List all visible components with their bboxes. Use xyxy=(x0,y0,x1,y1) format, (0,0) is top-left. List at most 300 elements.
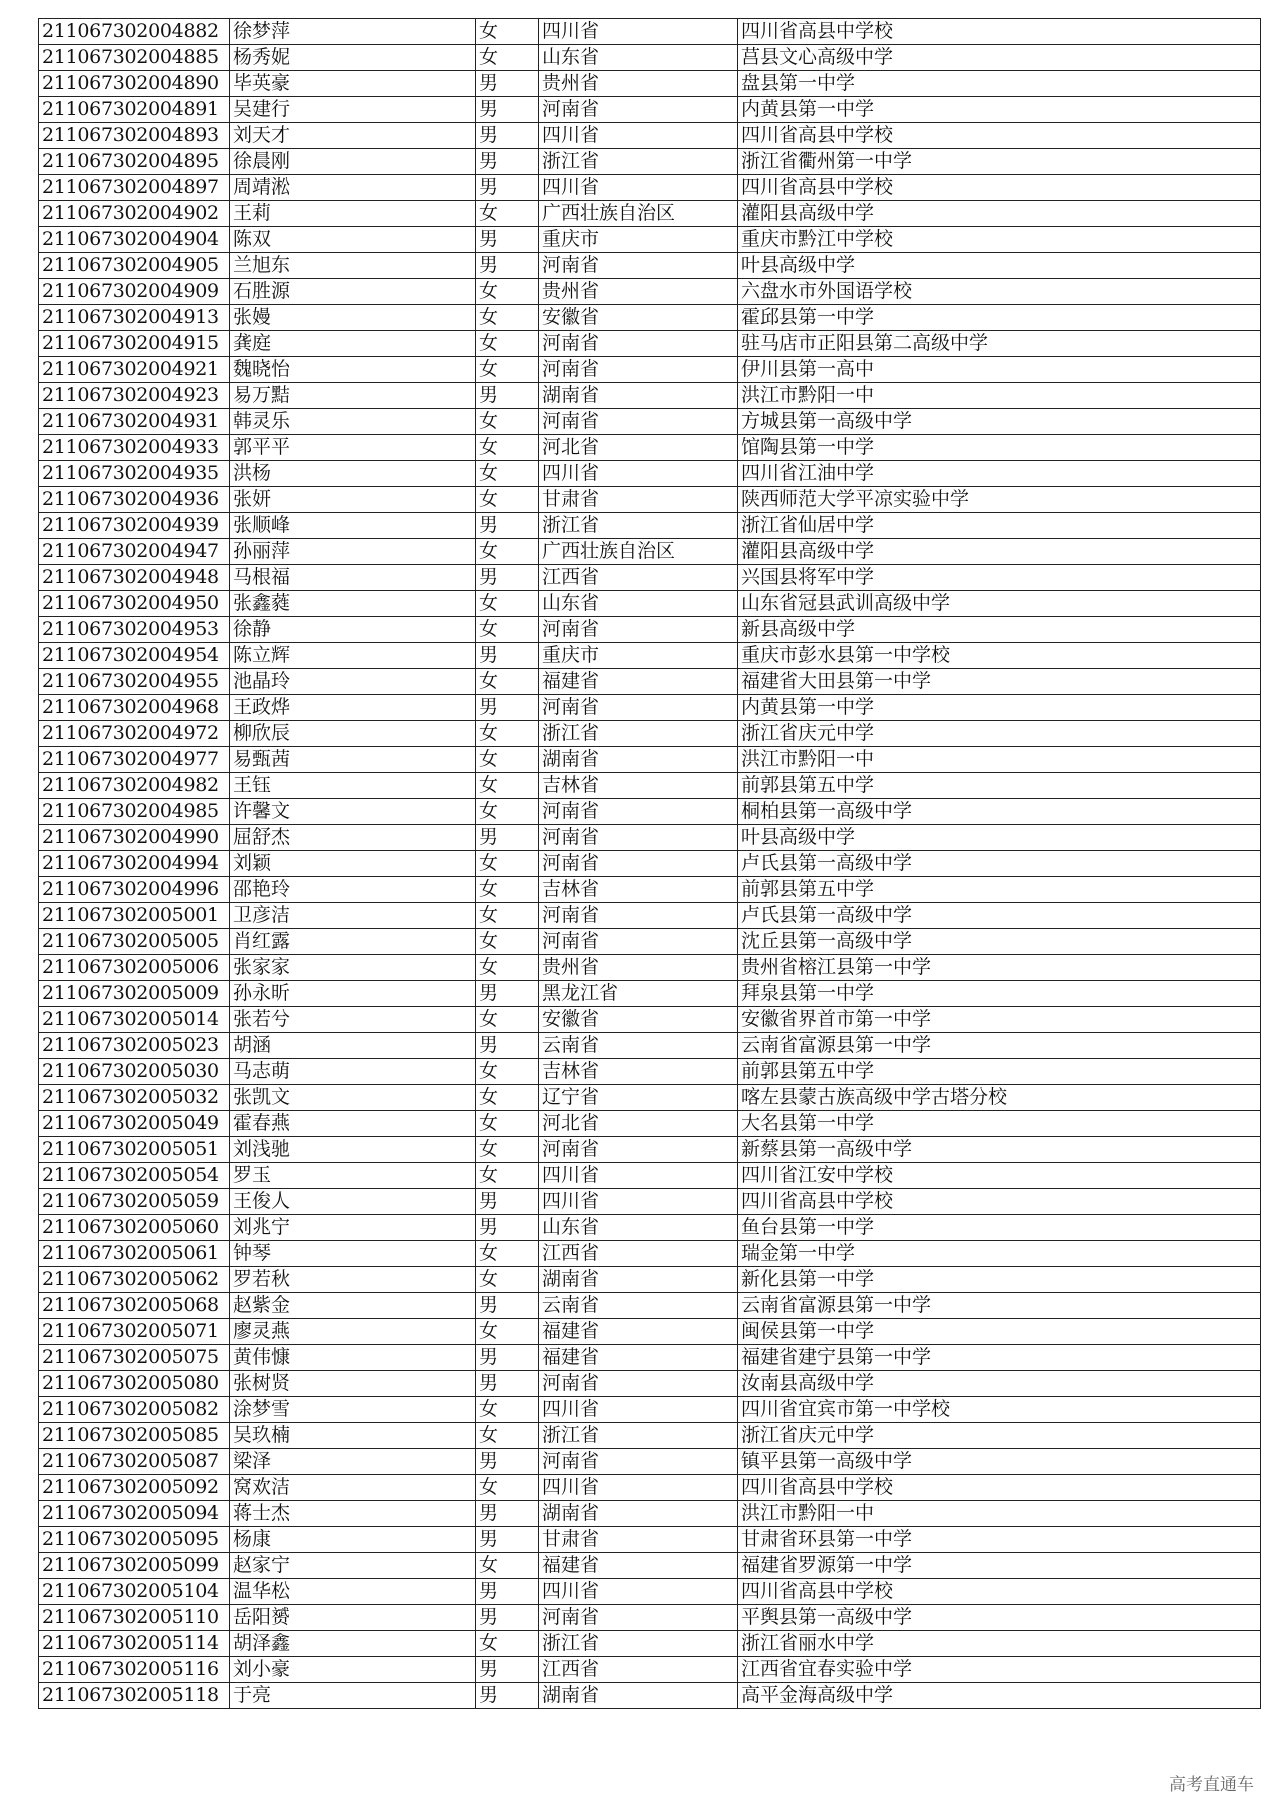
school-cell: 瑞金第一中学 xyxy=(738,1241,1261,1267)
table-row xyxy=(39,71,1261,97)
student-id-cell: 211067302005092 xyxy=(39,1475,230,1501)
gender-cell: 男 xyxy=(476,1449,539,1475)
student-name-cell: 胡泽鑫 xyxy=(230,1631,476,1657)
province-cell: 河南省 xyxy=(539,253,738,279)
student-id-cell: 211067302004893 xyxy=(39,123,230,149)
school-cell: 四川省高县中学校 xyxy=(738,1475,1261,1501)
province-cell: 四川省 xyxy=(539,1189,738,1215)
gender-cell: 女 xyxy=(476,201,539,227)
province-cell: 湖南省 xyxy=(539,1683,738,1709)
school-cell: 四川省高县中学校 xyxy=(738,175,1261,201)
school-cell: 福建省建宁县第一中学 xyxy=(738,1345,1261,1371)
table-row xyxy=(39,799,1261,825)
student-id-cell: 211067302004885 xyxy=(39,45,230,71)
student-name-cell: 岳阳赟 xyxy=(230,1605,476,1631)
student-name-cell: 屈舒杰 xyxy=(230,825,476,851)
table-row xyxy=(39,1423,1261,1449)
province-cell: 云南省 xyxy=(539,1293,738,1319)
gender-cell: 男 xyxy=(476,227,539,253)
table-row xyxy=(39,1189,1261,1215)
student-id-cell: 211067302004985 xyxy=(39,799,230,825)
gender-cell: 男 xyxy=(476,1033,539,1059)
school-cell: 四川省高县中学校 xyxy=(738,123,1261,149)
student-id-cell: 211067302004968 xyxy=(39,695,230,721)
gender-cell: 男 xyxy=(476,149,539,175)
school-cell: 灌阳县高级中学 xyxy=(738,539,1261,565)
table-row xyxy=(39,591,1261,617)
student-name-cell: 王俊人 xyxy=(230,1189,476,1215)
province-cell: 山东省 xyxy=(539,45,738,71)
gender-cell: 男 xyxy=(476,695,539,721)
school-cell: 馆陶县第一中学 xyxy=(738,435,1261,461)
gender-cell: 男 xyxy=(476,253,539,279)
province-cell: 河南省 xyxy=(539,695,738,721)
student-name-cell: 易甄茜 xyxy=(230,747,476,773)
province-cell: 浙江省 xyxy=(539,513,738,539)
student-name-cell: 卫彦洁 xyxy=(230,903,476,929)
student-id-cell: 211067302004904 xyxy=(39,227,230,253)
province-cell: 湖南省 xyxy=(539,1267,738,1293)
table-row xyxy=(39,305,1261,331)
student-name-cell: 邵艳玲 xyxy=(230,877,476,903)
student-id-cell: 211067302004990 xyxy=(39,825,230,851)
school-cell: 浙江省庆元中学 xyxy=(738,721,1261,747)
province-cell: 河南省 xyxy=(539,825,738,851)
gender-cell: 女 xyxy=(476,669,539,695)
gender-cell: 女 xyxy=(476,721,539,747)
student-id-cell: 211067302005118 xyxy=(39,1683,230,1709)
student-id-cell: 211067302005068 xyxy=(39,1293,230,1319)
province-cell: 吉林省 xyxy=(539,773,738,799)
table-row xyxy=(39,747,1261,773)
student-name-cell: 魏晓怡 xyxy=(230,357,476,383)
student-name-cell: 张妍 xyxy=(230,487,476,513)
student-name-cell: 杨康 xyxy=(230,1527,476,1553)
table-row xyxy=(39,1345,1261,1371)
province-cell: 安徽省 xyxy=(539,305,738,331)
student-name-cell: 刘兆宁 xyxy=(230,1215,476,1241)
table-row xyxy=(39,1579,1261,1605)
table-row xyxy=(39,461,1261,487)
table-row xyxy=(39,721,1261,747)
school-cell: 灌阳县高级中学 xyxy=(738,201,1261,227)
student-table xyxy=(38,18,1261,1709)
student-name-cell: 石胜源 xyxy=(230,279,476,305)
province-cell: 河南省 xyxy=(539,357,738,383)
student-id-cell: 211067302005005 xyxy=(39,929,230,955)
table-row xyxy=(39,773,1261,799)
student-id-cell: 211067302005062 xyxy=(39,1267,230,1293)
province-cell: 浙江省 xyxy=(539,1423,738,1449)
school-cell: 前郭县第五中学 xyxy=(738,1059,1261,1085)
student-name-cell: 钟琴 xyxy=(230,1241,476,1267)
student-id-cell: 211067302005104 xyxy=(39,1579,230,1605)
student-name-cell: 马志萌 xyxy=(230,1059,476,1085)
student-name-cell: 柳欣辰 xyxy=(230,721,476,747)
student-table-body xyxy=(39,19,1261,1709)
table-row xyxy=(39,513,1261,539)
student-name-cell: 毕英豪 xyxy=(230,71,476,97)
gender-cell: 男 xyxy=(476,1501,539,1527)
province-cell: 黑龙江省 xyxy=(539,981,738,1007)
student-name-cell: 肖红露 xyxy=(230,929,476,955)
province-cell: 江西省 xyxy=(539,1241,738,1267)
student-name-cell: 张嫚 xyxy=(230,305,476,331)
gender-cell: 女 xyxy=(476,903,539,929)
gender-cell: 男 xyxy=(476,123,539,149)
student-id-cell: 211067302005082 xyxy=(39,1397,230,1423)
gender-cell: 男 xyxy=(476,175,539,201)
student-name-cell: 张家家 xyxy=(230,955,476,981)
table-row xyxy=(39,435,1261,461)
gender-cell: 女 xyxy=(476,539,539,565)
student-name-cell: 马根福 xyxy=(230,565,476,591)
school-cell: 大名县第一中学 xyxy=(738,1111,1261,1137)
student-id-cell: 211067302005032 xyxy=(39,1085,230,1111)
student-name-cell: 徐梦萍 xyxy=(230,19,476,45)
gender-cell: 女 xyxy=(476,747,539,773)
gender-cell: 男 xyxy=(476,1371,539,1397)
table-row xyxy=(39,1137,1261,1163)
student-id-cell: 211067302005009 xyxy=(39,981,230,1007)
student-id-cell: 211067302004895 xyxy=(39,149,230,175)
student-id-cell: 211067302004955 xyxy=(39,669,230,695)
school-cell: 江西省宜春实验中学 xyxy=(738,1657,1261,1683)
school-cell: 重庆市黔江中学校 xyxy=(738,227,1261,253)
school-cell: 洪江市黔阳一中 xyxy=(738,383,1261,409)
table-row xyxy=(39,955,1261,981)
student-id-cell: 211067302005110 xyxy=(39,1605,230,1631)
table-row xyxy=(39,539,1261,565)
gender-cell: 女 xyxy=(476,487,539,513)
gender-cell: 男 xyxy=(476,1189,539,1215)
gender-cell: 女 xyxy=(476,851,539,877)
student-id-cell: 211067302004882 xyxy=(39,19,230,45)
gender-cell: 女 xyxy=(476,1059,539,1085)
table-row xyxy=(39,487,1261,513)
province-cell: 河南省 xyxy=(539,331,738,357)
student-name-cell: 于亮 xyxy=(230,1683,476,1709)
student-name-cell: 龚庭 xyxy=(230,331,476,357)
province-cell: 四川省 xyxy=(539,1163,738,1189)
province-cell: 湖南省 xyxy=(539,383,738,409)
gender-cell: 男 xyxy=(476,1215,539,1241)
student-name-cell: 王政烨 xyxy=(230,695,476,721)
table-row xyxy=(39,1319,1261,1345)
student-name-cell: 刘天才 xyxy=(230,123,476,149)
table-row xyxy=(39,1631,1261,1657)
table-row xyxy=(39,1553,1261,1579)
province-cell: 湖南省 xyxy=(539,1501,738,1527)
province-cell: 河南省 xyxy=(539,851,738,877)
student-id-cell: 211067302005087 xyxy=(39,1449,230,1475)
table-row xyxy=(39,877,1261,903)
student-name-cell: 廖灵燕 xyxy=(230,1319,476,1345)
student-name-cell: 吴建行 xyxy=(230,97,476,123)
school-cell: 伊川县第一高中 xyxy=(738,357,1261,383)
gender-cell: 女 xyxy=(476,45,539,71)
gender-cell: 女 xyxy=(476,1631,539,1657)
gender-cell: 男 xyxy=(476,1657,539,1683)
student-name-cell: 陈双 xyxy=(230,227,476,253)
school-cell: 浙江省丽水中学 xyxy=(738,1631,1261,1657)
province-cell: 河南省 xyxy=(539,929,738,955)
school-cell: 内黄县第一中学 xyxy=(738,695,1261,721)
student-id-cell: 211067302005049 xyxy=(39,1111,230,1137)
gender-cell: 男 xyxy=(476,1683,539,1709)
student-id-cell: 211067302004935 xyxy=(39,461,230,487)
student-id-cell: 211067302004939 xyxy=(39,513,230,539)
student-name-cell: 霍春燕 xyxy=(230,1111,476,1137)
table-row xyxy=(39,279,1261,305)
student-name-cell: 王钰 xyxy=(230,773,476,799)
student-id-cell: 211067302004972 xyxy=(39,721,230,747)
school-cell: 洪江市黔阳一中 xyxy=(738,1501,1261,1527)
table-row xyxy=(39,1241,1261,1267)
student-id-cell: 211067302005071 xyxy=(39,1319,230,1345)
province-cell: 甘肃省 xyxy=(539,487,738,513)
province-cell: 河南省 xyxy=(539,1371,738,1397)
gender-cell: 女 xyxy=(476,1241,539,1267)
school-cell: 安徽省界首市第一中学 xyxy=(738,1007,1261,1033)
province-cell: 山东省 xyxy=(539,591,738,617)
school-cell: 桐柏县第一高级中学 xyxy=(738,799,1261,825)
table-row xyxy=(39,695,1261,721)
table-row xyxy=(39,1293,1261,1319)
gender-cell: 男 xyxy=(476,97,539,123)
gender-cell: 女 xyxy=(476,461,539,487)
student-id-cell: 211067302005054 xyxy=(39,1163,230,1189)
school-cell: 卢氏县第一高级中学 xyxy=(738,851,1261,877)
gender-cell: 女 xyxy=(476,1553,539,1579)
gender-cell: 男 xyxy=(476,383,539,409)
province-cell: 四川省 xyxy=(539,461,738,487)
school-cell: 内黄县第一中学 xyxy=(738,97,1261,123)
gender-cell: 女 xyxy=(476,1397,539,1423)
province-cell: 云南省 xyxy=(539,1033,738,1059)
table-row xyxy=(39,1605,1261,1631)
table-row xyxy=(39,149,1261,175)
student-name-cell: 刘颖 xyxy=(230,851,476,877)
student-name-cell: 涂梦雪 xyxy=(230,1397,476,1423)
province-cell: 福建省 xyxy=(539,1553,738,1579)
school-cell: 兴国县将军中学 xyxy=(738,565,1261,591)
student-id-cell: 211067302004996 xyxy=(39,877,230,903)
province-cell: 广西壮族自治区 xyxy=(539,201,738,227)
school-cell: 浙江省仙居中学 xyxy=(738,513,1261,539)
province-cell: 吉林省 xyxy=(539,877,738,903)
province-cell: 四川省 xyxy=(539,175,738,201)
table-row xyxy=(39,97,1261,123)
school-cell: 拜泉县第一中学 xyxy=(738,981,1261,1007)
student-id-cell: 211067302004950 xyxy=(39,591,230,617)
student-id-cell: 211067302004905 xyxy=(39,253,230,279)
student-name-cell: 杨秀妮 xyxy=(230,45,476,71)
gender-cell: 男 xyxy=(476,1527,539,1553)
province-cell: 四川省 xyxy=(539,123,738,149)
student-name-cell: 徐静 xyxy=(230,617,476,643)
student-name-cell: 胡涵 xyxy=(230,1033,476,1059)
school-cell: 云南省富源县第一中学 xyxy=(738,1293,1261,1319)
school-cell: 高平金海高级中学 xyxy=(738,1683,1261,1709)
province-cell: 江西省 xyxy=(539,1657,738,1683)
province-cell: 浙江省 xyxy=(539,149,738,175)
gender-cell: 女 xyxy=(476,1267,539,1293)
province-cell: 四川省 xyxy=(539,1475,738,1501)
school-cell: 四川省江油中学 xyxy=(738,461,1261,487)
province-cell: 浙江省 xyxy=(539,1631,738,1657)
school-cell: 盘县第一中学 xyxy=(738,71,1261,97)
province-cell: 四川省 xyxy=(539,19,738,45)
school-cell: 前郭县第五中学 xyxy=(738,877,1261,903)
province-cell: 福建省 xyxy=(539,1319,738,1345)
school-cell: 福建省罗源第一中学 xyxy=(738,1553,1261,1579)
gender-cell: 男 xyxy=(476,825,539,851)
school-cell: 平舆县第一高级中学 xyxy=(738,1605,1261,1631)
province-cell: 江西省 xyxy=(539,565,738,591)
gender-cell: 女 xyxy=(476,1163,539,1189)
school-cell: 镇平县第一高级中学 xyxy=(738,1449,1261,1475)
school-cell: 喀左县蒙古族高级中学古塔分校 xyxy=(738,1085,1261,1111)
table-row xyxy=(39,903,1261,929)
gender-cell: 女 xyxy=(476,591,539,617)
school-cell: 洪江市黔阳一中 xyxy=(738,747,1261,773)
student-name-cell: 张顺峰 xyxy=(230,513,476,539)
student-id-cell: 211067302004947 xyxy=(39,539,230,565)
table-row xyxy=(39,617,1261,643)
student-id-cell: 211067302005095 xyxy=(39,1527,230,1553)
province-cell: 河北省 xyxy=(539,435,738,461)
gender-cell: 男 xyxy=(476,1579,539,1605)
gender-cell: 女 xyxy=(476,617,539,643)
province-cell: 四川省 xyxy=(539,1397,738,1423)
table-row xyxy=(39,1007,1261,1033)
student-id-cell: 211067302004909 xyxy=(39,279,230,305)
school-cell: 四川省高县中学校 xyxy=(738,1579,1261,1605)
roster-sheet xyxy=(38,18,1260,1709)
gender-cell: 女 xyxy=(476,409,539,435)
table-row xyxy=(39,1657,1261,1683)
table-row xyxy=(39,227,1261,253)
gender-cell: 女 xyxy=(476,1475,539,1501)
school-cell: 重庆市彭水县第一中学校 xyxy=(738,643,1261,669)
student-id-cell: 211067302004921 xyxy=(39,357,230,383)
student-id-cell: 211067302005094 xyxy=(39,1501,230,1527)
province-cell: 安徽省 xyxy=(539,1007,738,1033)
student-id-cell: 211067302005001 xyxy=(39,903,230,929)
school-cell: 沈丘县第一高级中学 xyxy=(738,929,1261,955)
student-name-cell: 梁泽 xyxy=(230,1449,476,1475)
school-cell: 驻马店市正阳县第二高级中学 xyxy=(738,331,1261,357)
table-row xyxy=(39,669,1261,695)
province-cell: 河南省 xyxy=(539,97,738,123)
table-row xyxy=(39,1215,1261,1241)
student-name-cell: 徐晨刚 xyxy=(230,149,476,175)
student-name-cell: 兰旭东 xyxy=(230,253,476,279)
student-name-cell: 易万黠 xyxy=(230,383,476,409)
province-cell: 吉林省 xyxy=(539,1059,738,1085)
table-row xyxy=(39,175,1261,201)
table-row xyxy=(39,1683,1261,1709)
student-name-cell: 周靖淞 xyxy=(230,175,476,201)
student-id-cell: 211067302004954 xyxy=(39,643,230,669)
table-row xyxy=(39,45,1261,71)
student-name-cell: 洪杨 xyxy=(230,461,476,487)
province-cell: 福建省 xyxy=(539,1345,738,1371)
province-cell: 河北省 xyxy=(539,1111,738,1137)
table-row xyxy=(39,851,1261,877)
province-cell: 广西壮族自治区 xyxy=(539,539,738,565)
student-name-cell: 郭平平 xyxy=(230,435,476,461)
student-name-cell: 王莉 xyxy=(230,201,476,227)
student-id-cell: 211067302004890 xyxy=(39,71,230,97)
student-name-cell: 张凯文 xyxy=(230,1085,476,1111)
student-id-cell: 211067302005080 xyxy=(39,1371,230,1397)
gender-cell: 女 xyxy=(476,1085,539,1111)
school-cell: 叶县高级中学 xyxy=(738,825,1261,851)
school-cell: 莒县文心高级中学 xyxy=(738,45,1261,71)
student-name-cell: 温华松 xyxy=(230,1579,476,1605)
student-name-cell: 刘浅驰 xyxy=(230,1137,476,1163)
school-cell: 四川省高县中学校 xyxy=(738,1189,1261,1215)
gender-cell: 女 xyxy=(476,1007,539,1033)
table-row xyxy=(39,1267,1261,1293)
table-row xyxy=(39,1501,1261,1527)
school-cell: 新蔡县第一高级中学 xyxy=(738,1137,1261,1163)
province-cell: 贵州省 xyxy=(539,279,738,305)
school-cell: 云南省富源县第一中学 xyxy=(738,1033,1261,1059)
table-row xyxy=(39,1111,1261,1137)
gender-cell: 女 xyxy=(476,357,539,383)
gender-cell: 女 xyxy=(476,1111,539,1137)
gender-cell: 女 xyxy=(476,955,539,981)
table-row xyxy=(39,123,1261,149)
table-row xyxy=(39,643,1261,669)
province-cell: 河南省 xyxy=(539,617,738,643)
school-cell: 四川省高县中学校 xyxy=(738,19,1261,45)
student-name-cell: 罗若秋 xyxy=(230,1267,476,1293)
student-name-cell: 蒋士杰 xyxy=(230,1501,476,1527)
school-cell: 卢氏县第一高级中学 xyxy=(738,903,1261,929)
school-cell: 福建省大田县第一中学 xyxy=(738,669,1261,695)
gender-cell: 女 xyxy=(476,331,539,357)
table-row xyxy=(39,331,1261,357)
student-name-cell: 张若兮 xyxy=(230,1007,476,1033)
table-row xyxy=(39,1449,1261,1475)
gender-cell: 男 xyxy=(476,1293,539,1319)
province-cell: 河南省 xyxy=(539,1605,738,1631)
student-id-cell: 211067302004953 xyxy=(39,617,230,643)
student-id-cell: 211067302005014 xyxy=(39,1007,230,1033)
student-id-cell: 211067302004982 xyxy=(39,773,230,799)
student-id-cell: 211067302004994 xyxy=(39,851,230,877)
student-id-cell: 211067302004915 xyxy=(39,331,230,357)
table-row xyxy=(39,409,1261,435)
student-id-cell: 211067302005023 xyxy=(39,1033,230,1059)
gender-cell: 女 xyxy=(476,305,539,331)
gender-cell: 女 xyxy=(476,799,539,825)
student-name-cell: 刘小豪 xyxy=(230,1657,476,1683)
province-cell: 河南省 xyxy=(539,409,738,435)
student-id-cell: 211067302005099 xyxy=(39,1553,230,1579)
province-cell: 四川省 xyxy=(539,1579,738,1605)
student-name-cell: 黄伟慷 xyxy=(230,1345,476,1371)
table-row xyxy=(39,1397,1261,1423)
table-row xyxy=(39,1163,1261,1189)
school-cell: 鱼台县第一中学 xyxy=(738,1215,1261,1241)
gender-cell: 女 xyxy=(476,773,539,799)
table-row xyxy=(39,1527,1261,1553)
